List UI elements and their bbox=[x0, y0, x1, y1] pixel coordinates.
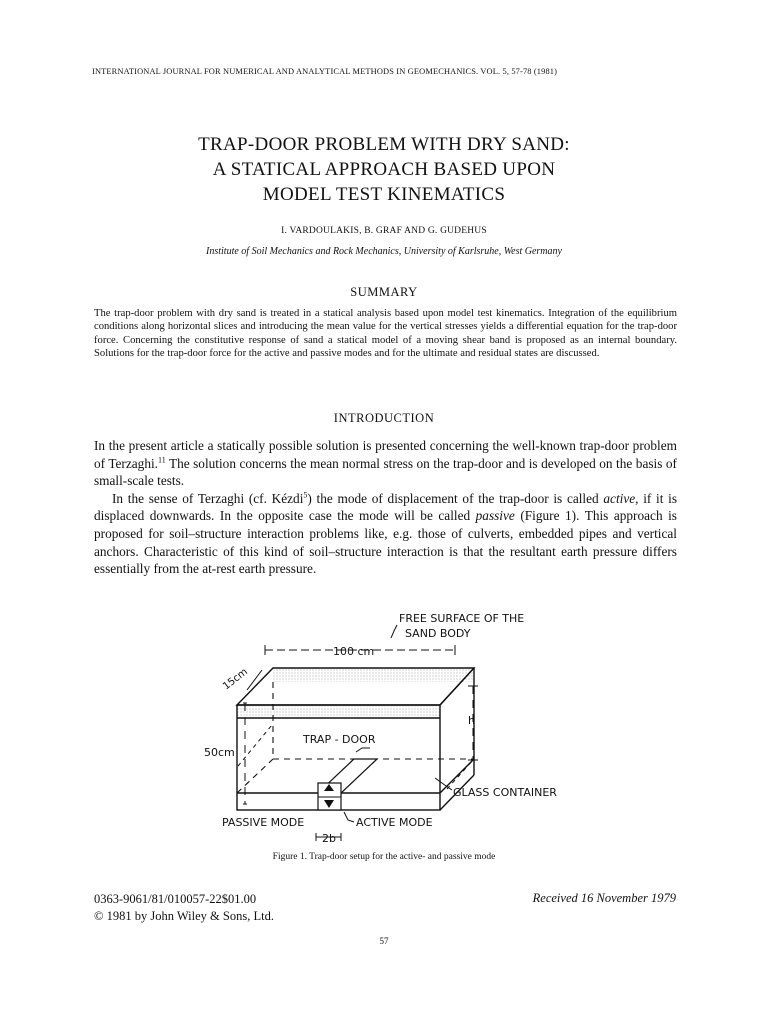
intro-p2-text-a: In the sense of Terzaghi (cf. Kézdi bbox=[112, 490, 304, 506]
issn-code: 0363-9061/81/010057-22$01.00 bbox=[94, 892, 257, 906]
sand-surface-band bbox=[237, 705, 440, 718]
intro-p1-text-b: The solution concerns the mean normal stress on the trap-door and is developed on the basis of small-scale tests. bbox=[94, 455, 677, 489]
label-passive-mode: PASSIVE MODE bbox=[222, 816, 305, 829]
active-mode-leader bbox=[344, 812, 354, 822]
label-width: 100 cm bbox=[333, 645, 375, 658]
summary-heading: SUMMARY bbox=[350, 285, 418, 299]
intro-p2-text-d: (Figure 1). This approach is proposed for soil–structure interaction problems like, e.g. those of culverts, embedded pipes and vertical anchors. Characteristic of this kind of soil–structure interaction is that the resultant earth pressure differs essentially from the at-rest earth pressure. bbox=[94, 508, 677, 577]
term-passive: passive bbox=[475, 508, 515, 524]
label-active-mode: ACTIVE MODE bbox=[356, 816, 433, 829]
depth-dash bbox=[238, 725, 272, 766]
summary-paragraph: The trap-door problem with dry sand is treated in a statical analysis based upon model test kinematics. Integration of the equilibrium conditions along horizontal slices and introducing the mean value for the vertical stresses yields a differential equation for the trap-door force. Concerning the constitutive response of sand a statical model of a moving shear band is proposed as an internal boundary. Solutions for the trap-door force for the active and passive modes and for the ultimate and residual states are discussed. bbox=[94, 308, 677, 360]
hidden-floor-left-edge bbox=[237, 759, 273, 793]
intro-p2-text-b: ) the mode of displacement of the trap-door is called bbox=[307, 490, 604, 506]
received-date: Received 16 November 1979 bbox=[532, 891, 676, 905]
label-2b: 2b bbox=[322, 832, 336, 845]
reference-5: 5 bbox=[303, 490, 308, 500]
label-free-surface-line-1: FREE SURFACE OF THE bbox=[399, 612, 525, 625]
label-height: 50cm bbox=[204, 746, 235, 759]
figure-caption: Figure 1. Trap-door setup for the active- and passive mode bbox=[272, 852, 496, 862]
glass-leader-dash bbox=[447, 759, 474, 789]
reference-11: 11 bbox=[157, 455, 166, 465]
label-glass-container: GLASS CONTAINER bbox=[453, 786, 557, 799]
intro-p1-text-a: In the present article a statically possible solution is presented concerning the well-known trap-door problem of Terzaghi. bbox=[94, 438, 677, 471]
title-line-3: MODEL TEST KINEMATICS bbox=[262, 184, 506, 205]
label-free-surface-line-2: SAND BODY bbox=[405, 627, 471, 640]
intro-p2-text-c: if it is displaced downwards. In the opposite case the mode will be called bbox=[94, 490, 678, 524]
label-h: h bbox=[468, 714, 475, 727]
page-number: 57 bbox=[379, 936, 389, 946]
authors: I. VARDOULAKIS, B. GRAF AND G. GUDEHUS bbox=[281, 226, 487, 236]
title-line-2: A STATICAL APPROACH BASED UPON bbox=[212, 159, 556, 180]
sand-back-band bbox=[273, 668, 474, 682]
term-active: active, bbox=[603, 490, 639, 506]
label-depth: 15cm bbox=[221, 666, 250, 693]
label-trapdoor: TRAP - DOOR bbox=[303, 733, 376, 746]
introduction-heading: INTRODUCTION bbox=[333, 411, 435, 425]
footer-codes bbox=[94, 891, 274, 925]
title-line-1: TRAP-DOOR PROBLEM WITH DRY SAND: bbox=[198, 134, 570, 155]
trapdoor-leader bbox=[356, 748, 370, 752]
copyright: © 1981 by John Wiley & Sons, Ltd. bbox=[94, 909, 274, 923]
journal-header: INTERNATIONAL JOURNAL FOR NUMERICAL AND ANALYTICAL METHODS IN GEOMECHANICS. VOL. 5, 57-78 (1981) bbox=[92, 67, 558, 76]
free-surface-leader bbox=[391, 625, 397, 638]
affiliation: Institute of Soil Mechanics and Rock Mechanics, University of Karlsruhe, West Germany bbox=[206, 246, 562, 257]
